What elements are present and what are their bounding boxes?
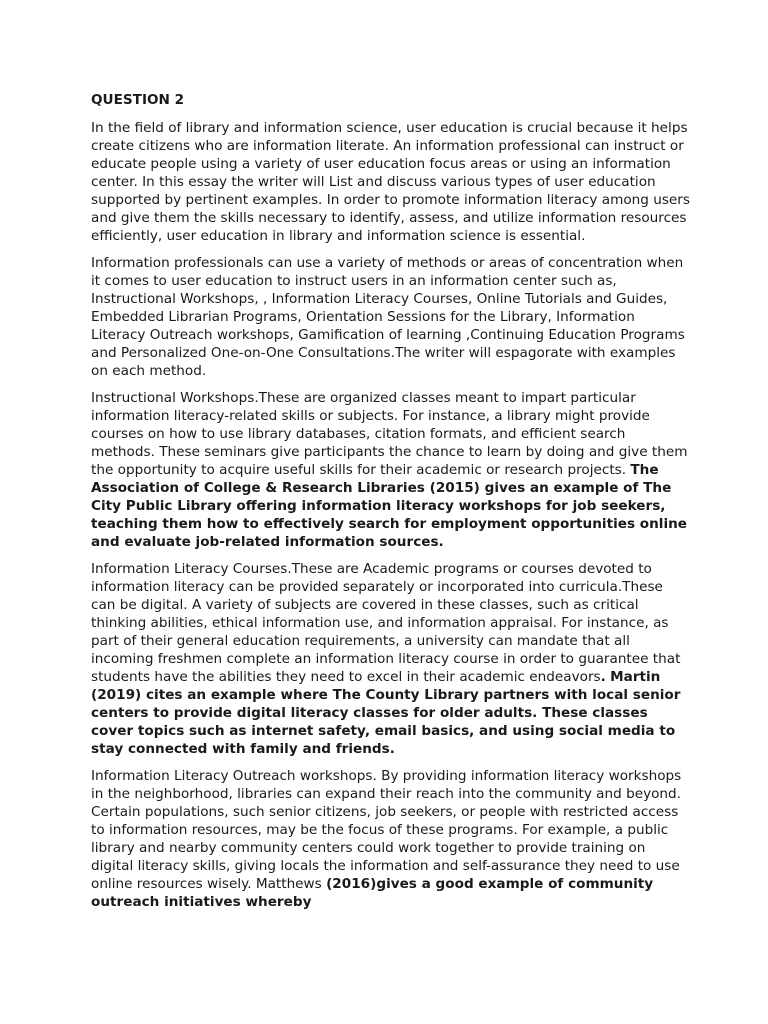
paragraph-text: Instructional Workshops.These are organized classes meant to impart particular information literacy-related skills or subjects. For instance, a library might provide courses on how to use library databases, citation formats, and efficient search methods. These seminars give participants the chance to learn by doing and give them the opportunity to acquire useful skills for their academic or research projects. <box>91 390 688 478</box>
paragraph-bold-example: Martin (2019) cites an example where The County Library partners with local senior centers to provide digital literacy classes for older adults. These classes cover topics such as internet safety, email basics, and using social media to stay connected with family and friends. <box>91 669 681 757</box>
paragraph-bold-example: (2016)gives a good example of community outreach initiatives whereby <box>91 876 654 910</box>
paragraph-text: In order to promote information literacy among users and give them the skills necessary to identify, assess, and utilize information resources efficiently, user education in library and information science is essential. <box>91 192 690 244</box>
paragraph-text: Information professionals can use a variety of methods or areas of concentration when it comes to user education to instruct users in an information center such as, Instructional Workshops, , Information Literacy Courses, Online Tutorials and Guides, Embedded Librarian Programs, Orientation Sessions for the Library, Information Literacy Outreach workshops, Gamification of learning ,Continuing Education Programs and Personalized One-on-One Consultations.The writer will espagorate with examples on each method. <box>91 255 685 379</box>
paragraph-introduction <box>91 119 691 245</box>
paragraph-bold-example: The Association of College & Research Libraries (2015) gives an example of The City Public Library offering information literacy workshops for job seekers, teaching them how to effectively search for employment opportunities online and evaluate job-related information sources. <box>91 462 688 550</box>
paragraph-text: Information Literacy Outreach workshops. By providing information literacy workshops in the neighborhood, libraries can expand their reach into the community and beyond. Certain populations, such senior citizens, job seekers, or people with restricted access to information resources, may be the focus of these programs. For example, a public library and nearby community centers could work together to provide training on digital literacy skills, giving locals the information and self-assurance they need to use online resources wisely. Matthews <box>91 768 682 892</box>
paragraph-text: In the field of library and information science, user education is crucial because it helps create citizens who are information literate. An information professional can instruct or educate people using a variety of user education focus areas or using an information center. In this essay the writer will List and discuss various types of user education supported by pertinent examples. <box>91 120 688 208</box>
paragraph-methods-overview <box>91 254 691 380</box>
paragraph-information-literacy-courses <box>91 560 691 758</box>
paragraph-instructional-workshops <box>91 389 691 551</box>
question-heading: QUESTION 2 <box>91 92 185 108</box>
paragraph-bold-period: . <box>600 669 606 685</box>
paragraph-text: Information Literacy Courses.These are Academic programs or courses devoted to information literacy can be provided separately or incorporated into curricula.These can be digital. A variety of subjects are covered in these classes, such as critical thinking abilities, ethical information use, and information appraisal. For instance, as part of their general education requirements, a university can mandate that all incoming freshmen complete an information literacy course in order to guarantee that students have the abilities they need to excel in their academic endeavors <box>91 561 681 685</box>
paragraph-outreach-workshops <box>91 767 691 911</box>
document-body <box>91 91 691 920</box>
